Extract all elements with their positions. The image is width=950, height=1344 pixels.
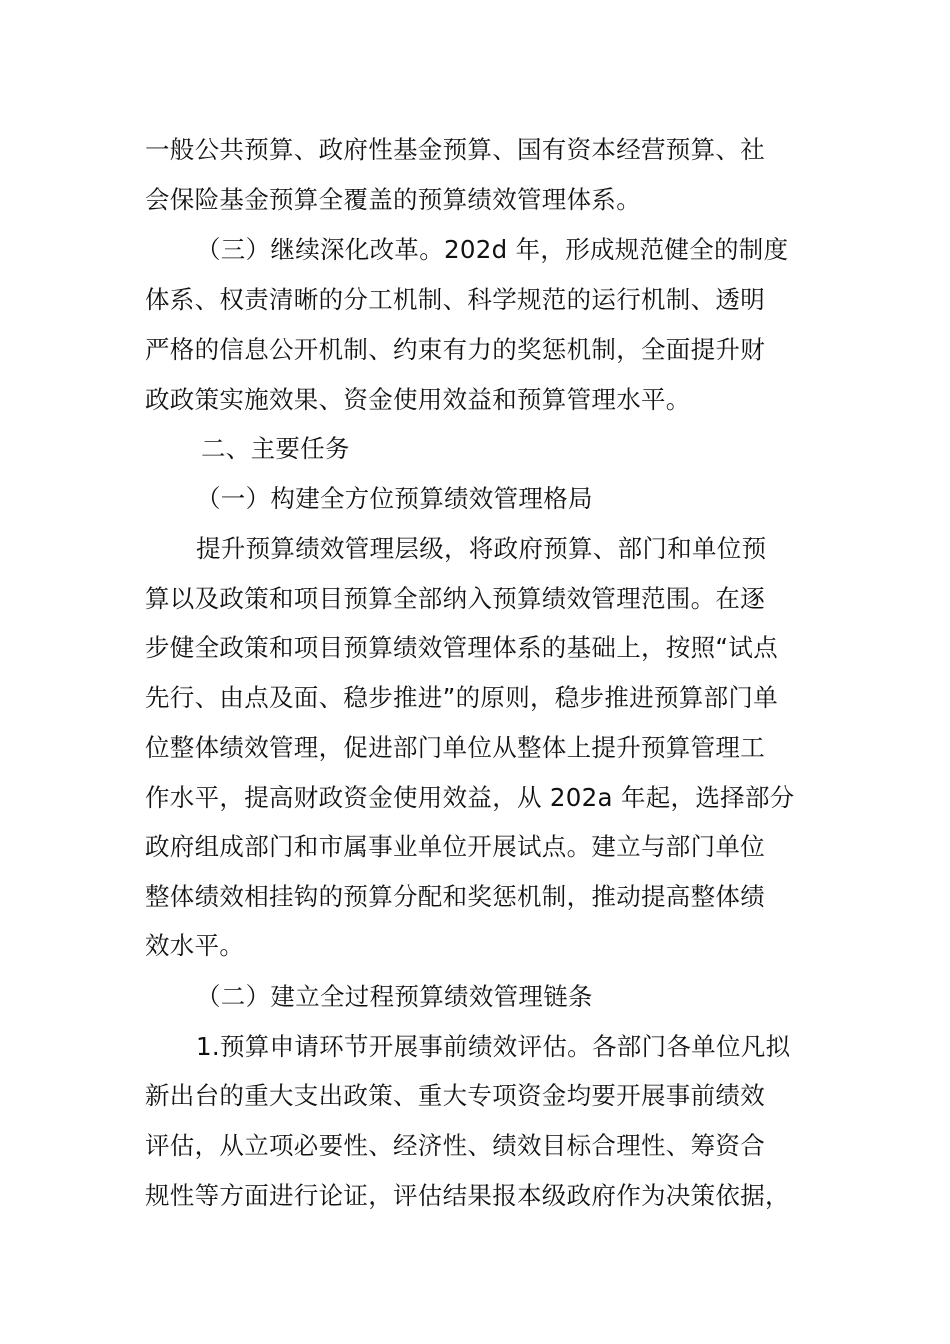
paragraph-line: 位整体绩效管理，促进部门单位从整体上提升预算管理工 (145, 733, 765, 762)
paragraph-line: 会保险基金预算全覆盖的预算绩效管理体系。 (145, 185, 641, 214)
paragraph-line: 算以及政策和项目预算全部纳入预算绩效管理范围。在逐 (145, 584, 765, 613)
paragraph-line: 提升预算绩效管理层级，将政府预算、部门和单位预 (196, 534, 767, 563)
paragraph-line: 政府组成部门和市属事业单位开展试点。建立与部门单位 (145, 832, 765, 861)
paragraph-line: 1.预算申请环节开展事前绩效评估。各部门各单位凡拟 (196, 1032, 791, 1061)
paragraph-line: 严格的信息公开机制、约束有力的奖惩机制，全面提升财 (145, 335, 765, 364)
section-heading: （三）继续深化改革。202d 年，形成规范健全的制度 (196, 235, 789, 264)
paragraph-line: 新出台的重大支出政策、重大专项资金均要开展事前绩效 (145, 1081, 765, 1110)
paragraph-line: 政政策实施效果、资金使用效益和预算管理水平。 (145, 385, 691, 414)
paragraph-line: 评估，从立项必要性、经济性、绩效目标合理性、筹资合 (145, 1131, 765, 1160)
subsection-heading: （一）构建全方位预算绩效管理格局 (196, 484, 593, 513)
paragraph-line: 先行、由点及面、稳步推进”的原则，稳步推进预算部门单 (145, 683, 778, 712)
chapter-heading: 二、主要任务 (201, 434, 350, 463)
paragraph-line: 整体绩效相挂钩的预算分配和奖惩机制，推动提高整体绩 (145, 882, 765, 911)
subsection-heading: （二）建立全过程预算绩效管理链条 (196, 982, 593, 1011)
paragraph-line: 体系、权责清晰的分工机制、科学规范的运行机制、透明 (145, 285, 765, 314)
paragraph-line: 作水平，提高财政资金使用效益，从 202a 年起，选择部分 (145, 783, 795, 812)
paragraph-line: 一般公共预算、政府性基金预算、国有资本经营预算、社 (145, 135, 765, 164)
paragraph-line: 效水平。 (145, 931, 245, 960)
paragraph-line: 步健全政策和项目预算绩效管理体系的基础上，按照“试点 (145, 633, 778, 662)
paragraph-line: 规性等方面进行论证，评估结果报本级政府作为决策依据， (145, 1181, 790, 1210)
